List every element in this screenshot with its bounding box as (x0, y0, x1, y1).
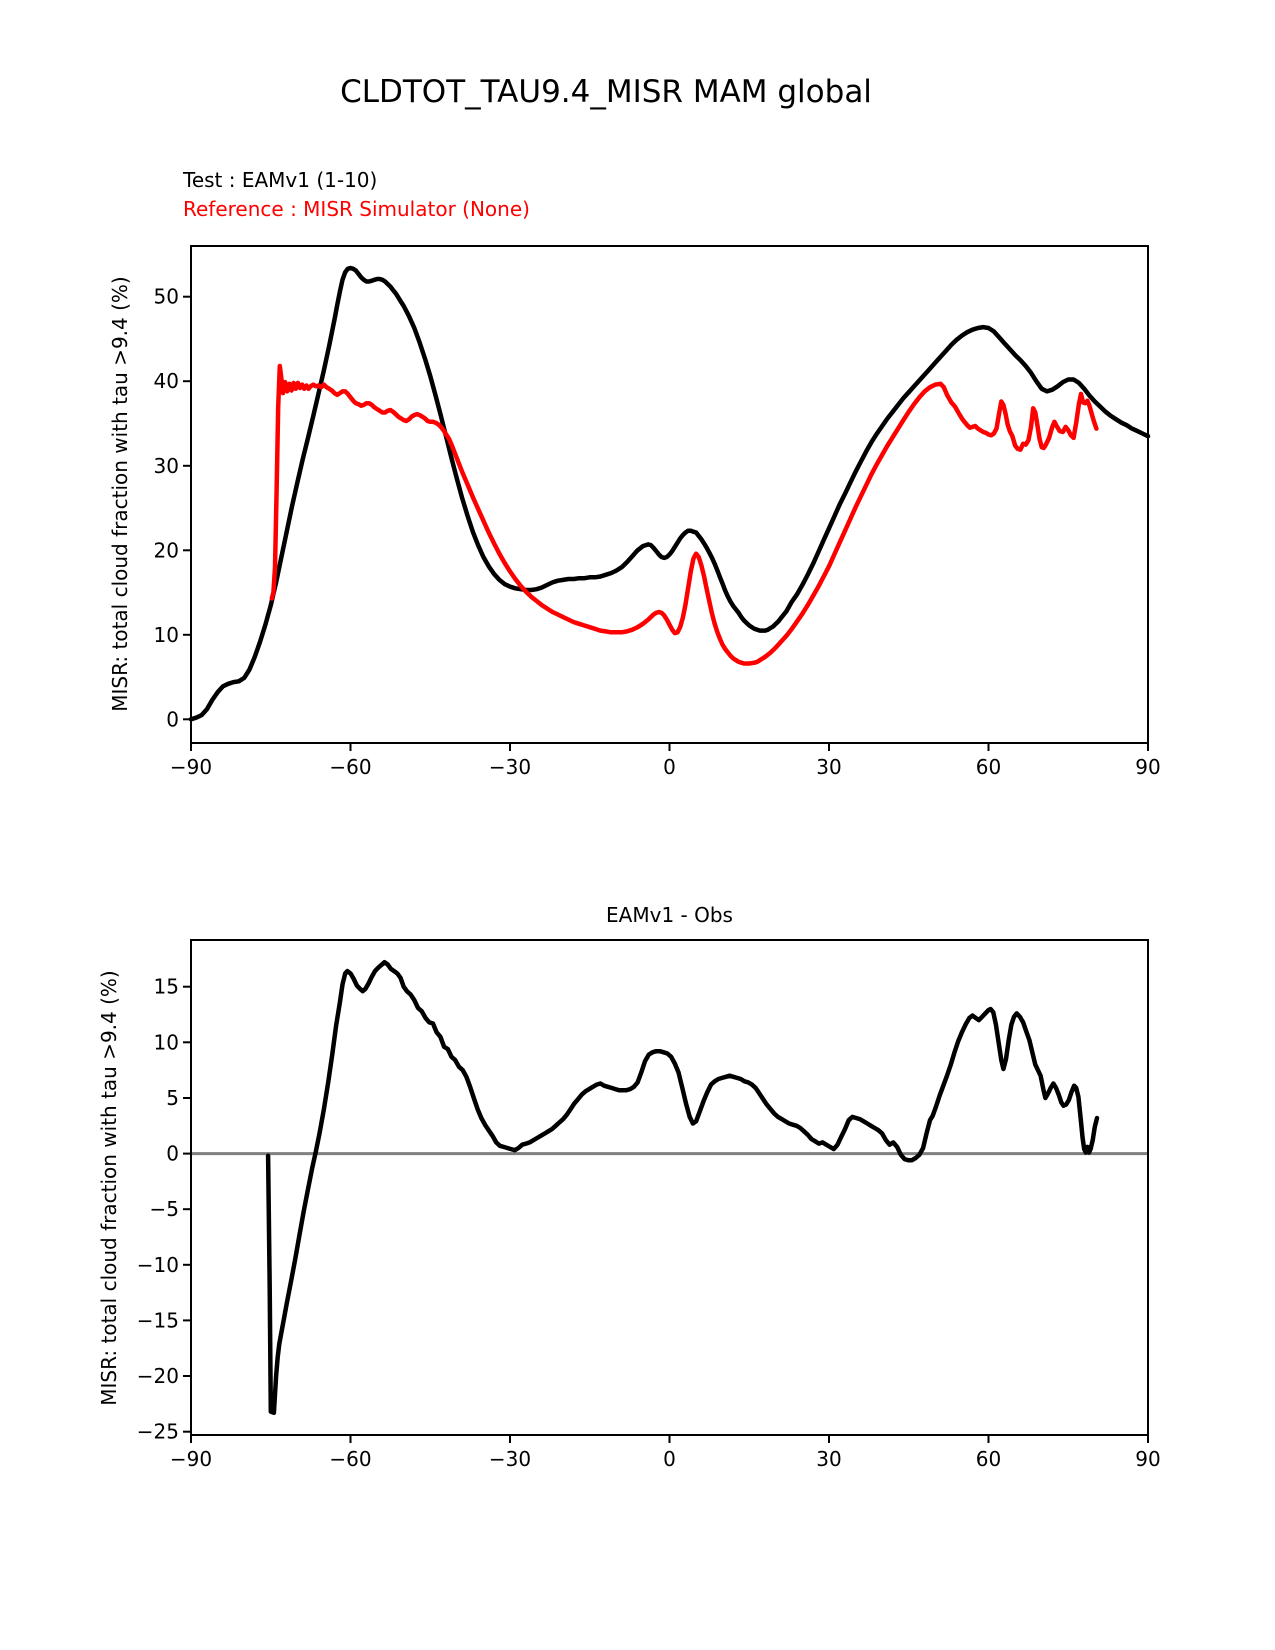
y-tick-label: −25 (136, 1419, 179, 1444)
y-tick-label: 5 (166, 1086, 179, 1110)
x-tick-label: −30 (488, 1447, 532, 1471)
legend-test-label: Test : EAMv1 (1-10) (183, 168, 378, 192)
x-tick-label: 0 (663, 755, 676, 779)
x-tick-label: −90 (169, 755, 213, 779)
y-tick-label: −5 (149, 1197, 179, 1222)
y-tick-label: 50 (153, 284, 179, 309)
x-tick-label: 60 (975, 755, 1002, 779)
y-tick-label: 0 (166, 1141, 179, 1166)
y-tick-label: 40 (153, 369, 179, 394)
x-tick-label: 90 (1135, 755, 1161, 779)
y-tick-label: 10 (153, 1030, 179, 1055)
x-tick-label: −30 (488, 755, 532, 779)
figure-title: CLDTOT_TAU9.4_MISR MAM global (340, 74, 872, 110)
x-tick-label: −60 (329, 1447, 372, 1471)
x-tick-label: −60 (329, 755, 372, 779)
y-tick-label: 10 (153, 622, 179, 647)
bottom-chart-title: EAMv1 - Obs (606, 903, 733, 927)
y-tick-label: −10 (136, 1252, 179, 1277)
y-tick-label: −15 (136, 1308, 179, 1333)
x-tick-label: −90 (169, 1447, 213, 1471)
top-y-axis-label: MISR: total cloud fraction with tau >9.4 (%) (108, 276, 132, 712)
difference-curve (268, 962, 1097, 1413)
y-tick-label: 15 (153, 974, 179, 999)
x-tick-label: 60 (975, 1447, 1002, 1471)
axes-frame (191, 940, 1148, 1435)
x-tick-label: 0 (663, 1447, 676, 1471)
y-tick-label: 0 (166, 707, 179, 732)
reference-curve (272, 366, 1097, 664)
y-tick-label: 30 (153, 453, 179, 478)
test-curve (191, 268, 1148, 719)
legend-reference-label: Reference : MISR Simulator (None) (183, 197, 530, 221)
x-tick-label: 30 (816, 1447, 842, 1471)
y-tick-label: 20 (153, 538, 179, 563)
x-tick-label: 30 (816, 755, 842, 779)
x-tick-label: 90 (1135, 1447, 1161, 1471)
bottom-y-axis-label: MISR: total cloud fraction with tau >9.4 (%) (97, 970, 121, 1406)
y-tick-label: −20 (136, 1364, 179, 1388)
